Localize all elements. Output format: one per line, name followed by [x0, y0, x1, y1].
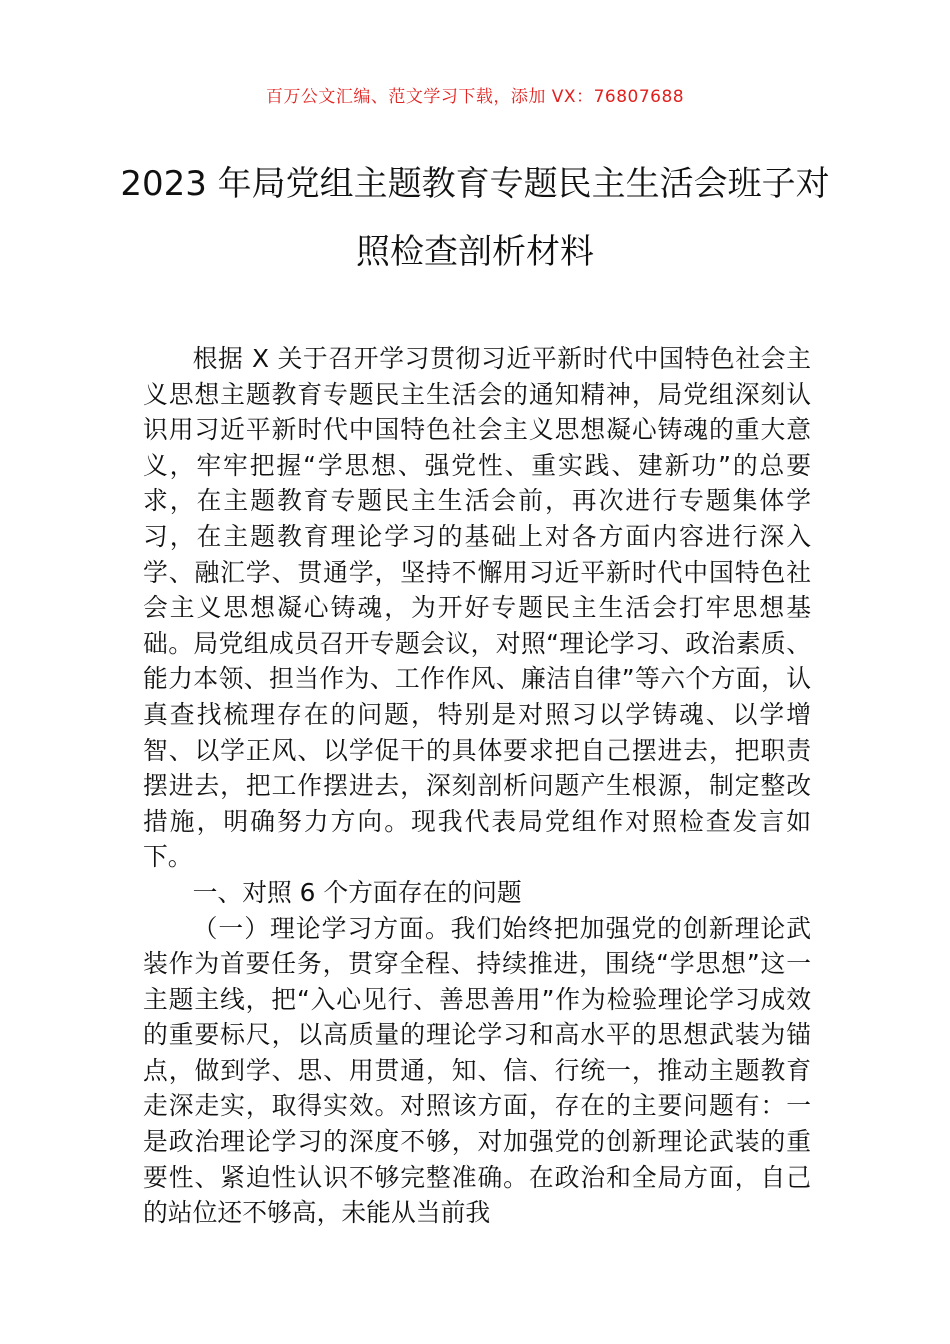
header-note: 百万公文汇编、范文学习下载，添加 VX：76807688 — [265, 87, 685, 107]
paragraph-intro: 根据 X 关于召开学习贯彻习近平新时代中国特色社会主义思想主题教育专题民主生活会的通知精神，局党组深刻认识用习近平新时代中国特色社会主义思想凝心铸魂的重大意义，牢牢把握“学思想、强党性、重实践、建新功”的总要求，在主题教育专题民主生活会前，再次进行专题集体学习，在主题教育理论学习的基础上对各方面内容进行深入学、融汇学、贯通学，坚持不懈用习近平新时代中国特色社会主义思想凝心铸魂，为开好专题民主生活会打牢思想基础。局党组成员召开专题会议，对照“理论学习、政治素质、能力本领、担当作为、工作作风、廉洁自律”等六个方面，认真查找梳理存在的问题，特别是对照习以学铸魂、以学增智、以学正风、以学促干的具体要求把自己摆进去，把职责摆进去，把工作摆进去，深刻剖析问题产生根源，制定整改措施，明确努力方向。现我代表局党组作对照检查发言如下。 — [143, 344, 811, 872]
section-heading: 一、对照 6 个方面存在的问题 — [192, 877, 522, 907]
document-body — [143, 341, 811, 1231]
document-title: 2023 年局党组主题教育专题民主生活会班子对照检查剖析材料 — [120, 164, 830, 272]
paragraph-theory-study: （一）理论学习方面。我们始终把加强党的创新理论武装作为首要任务，贯穿全程、持续推进，围绕“学思想”这一主题主线，把“入心见行、善思善用”作为检验理论学习成效的重要标尺，以高质量的理论学习和高水平的思想武装为锚点，做到学、思、用贯通，知、信、行统一，推动主题教育走深走实，取得实效。对照该方面，存在的主要问题有：一是政治理论学习的深度不够，对加强党的创新理论武装的重要性、紧迫性认识不够完整准确。在政治和全局方面，自己的站位还不够高，未能从当前我 — [143, 913, 811, 1228]
